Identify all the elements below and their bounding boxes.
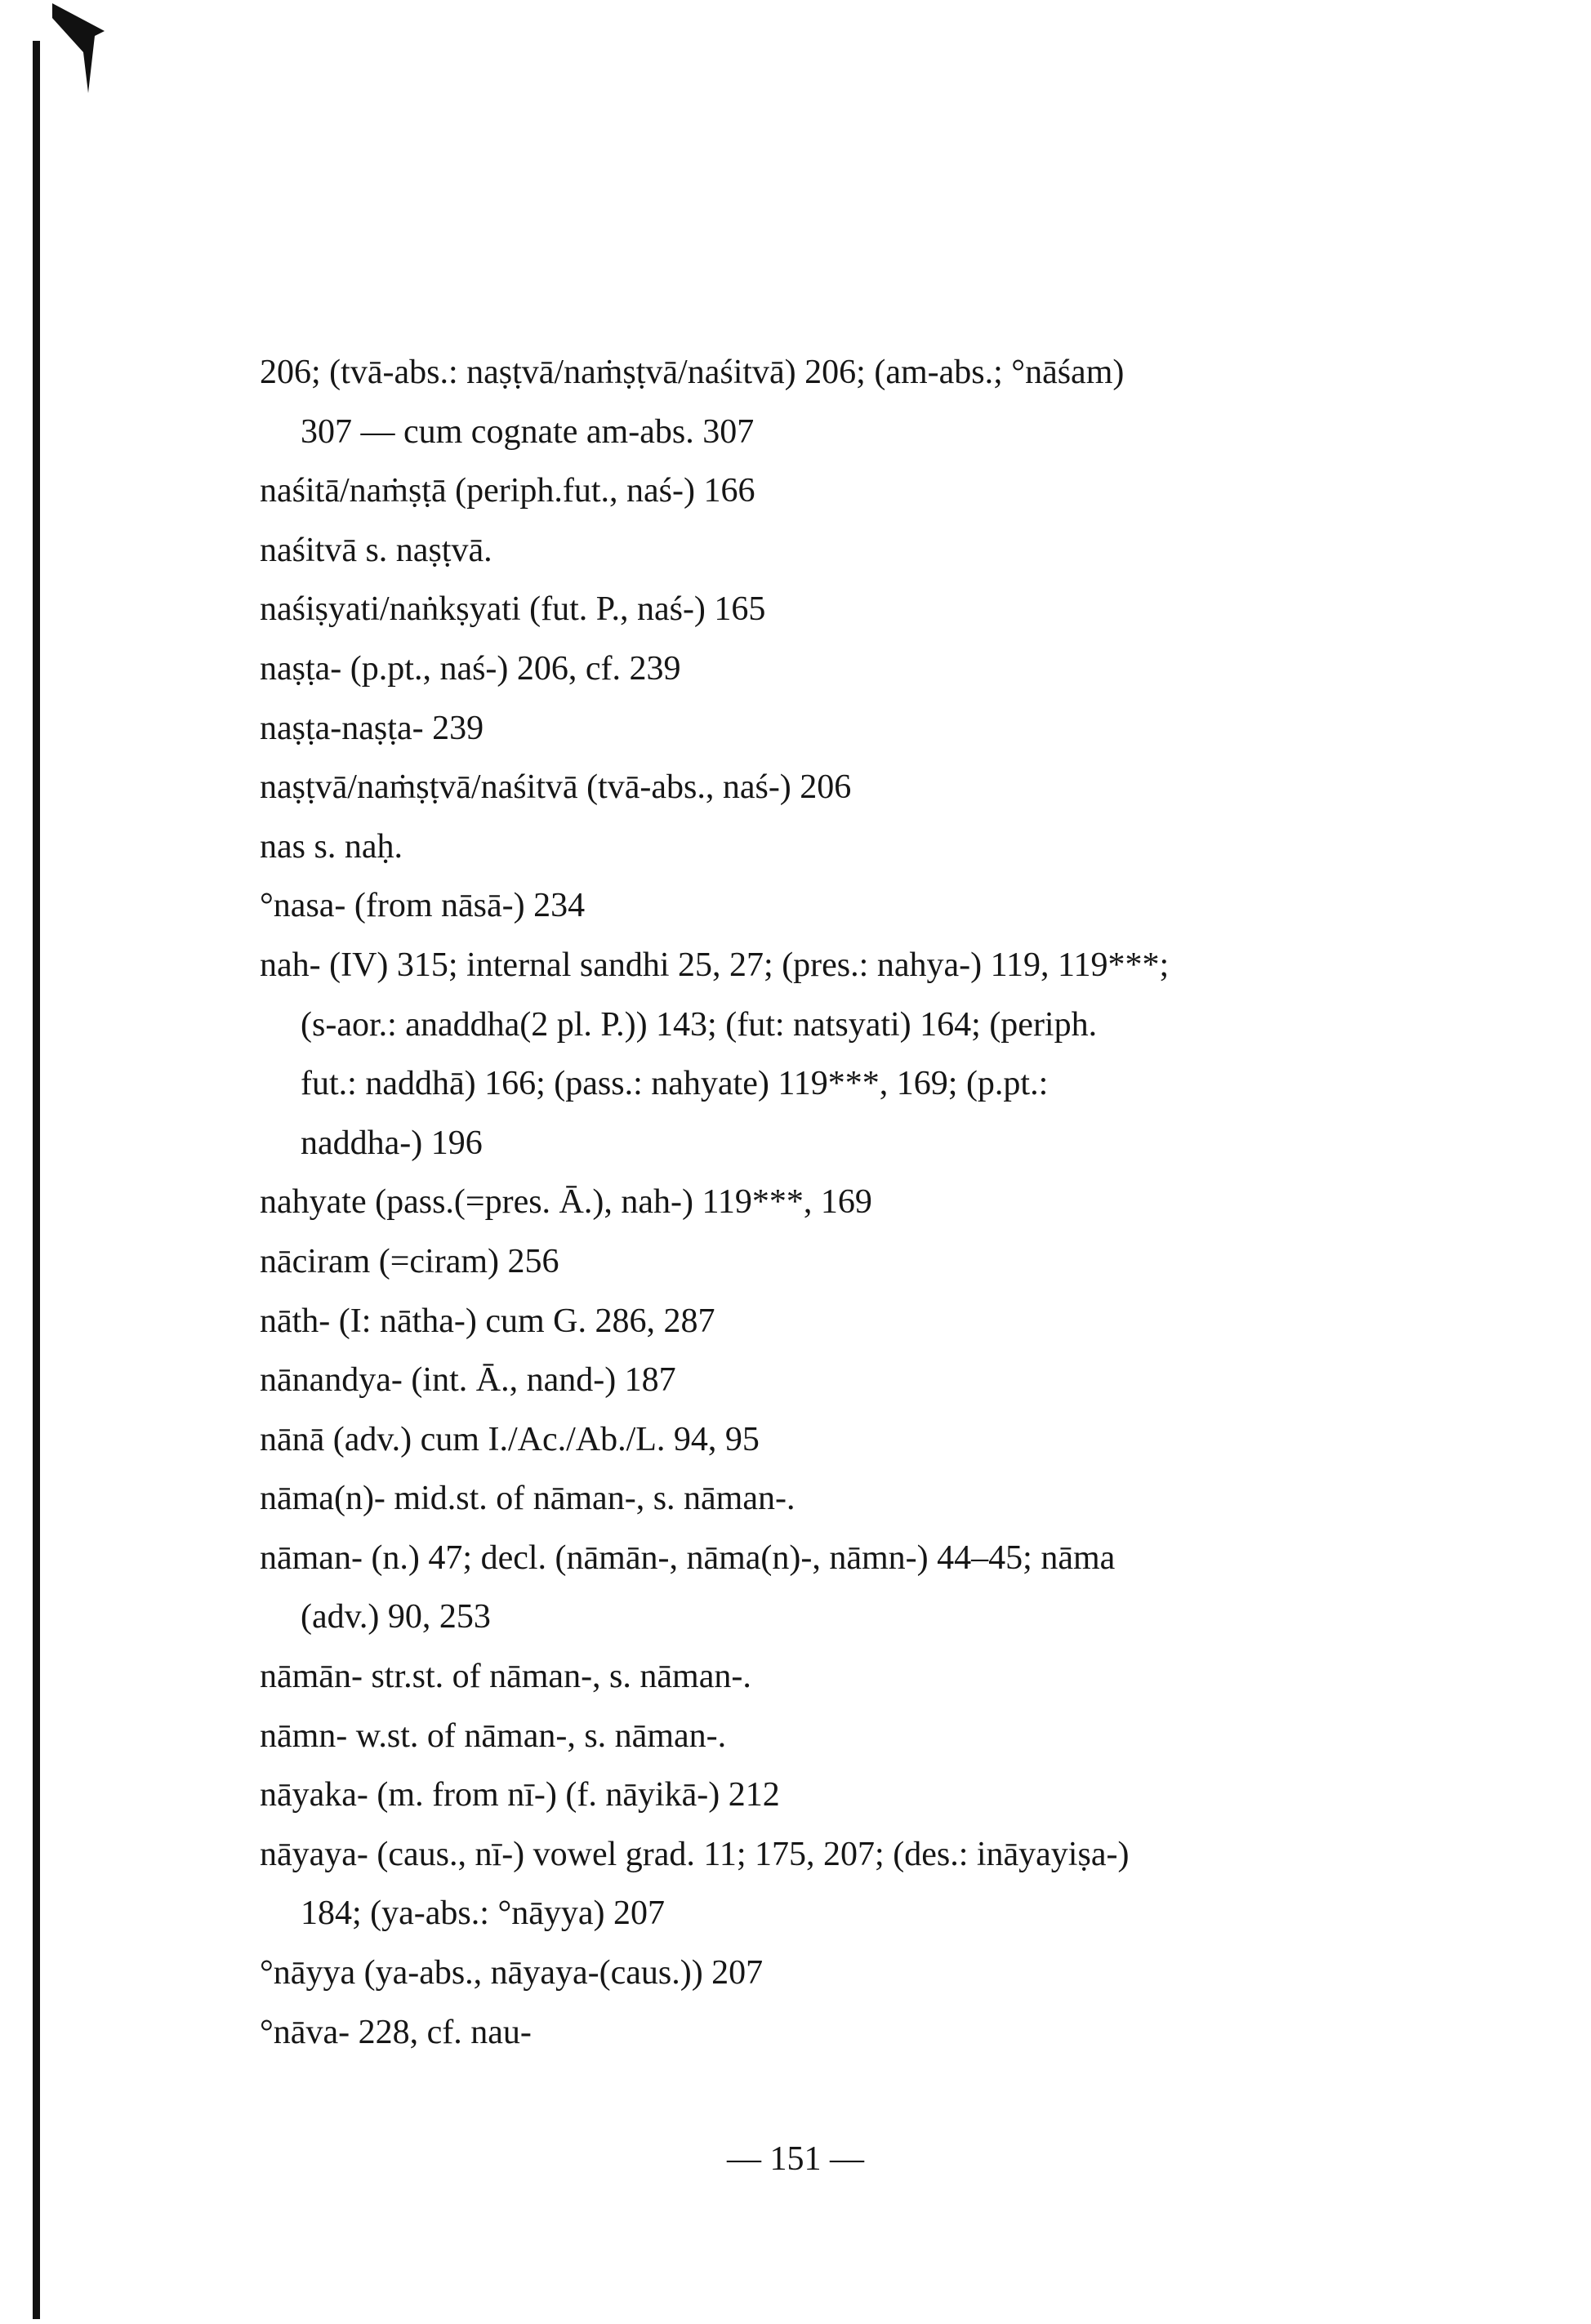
entry-headline: nah- (IV) 315; internal sandhi 25, 27; (pres.: nahya-) 119, 119***; <box>260 946 1170 984</box>
index-entry <box>260 1707 1370 1766</box>
entry-headline: nāyaka- (m. from nī-) (f. nāyikā-) 212 <box>260 1776 780 1814</box>
index-entry <box>260 1943 1370 2003</box>
index-entry <box>260 521 1370 581</box>
entry-headline: nas s. naḥ. <box>260 827 403 866</box>
entry-headline: naṣṭa-naṣṭa- 239 <box>260 709 484 747</box>
entry-headline: nāman- (n.) 47; decl. (nāmān-, nāma(n)-, nāmn-) 44–45; nāma <box>260 1538 1116 1577</box>
entry-headline: nāma(n)- mid.st. of nāman-, s. nāman-. <box>260 1480 796 1518</box>
index-entry <box>260 639 1370 699</box>
index-entry <box>260 1765 1370 1825</box>
index-entry <box>260 1469 1370 1529</box>
index-entry <box>260 699 1370 759</box>
entry-headline: 206; (tvā-abs.: naṣṭvā/naṁṣṭvā/naśitvā) 206; (am-abs.; °nāśam) <box>260 354 1125 391</box>
entry-headline: °nāva- 228, cf. nau- <box>260 2013 532 2051</box>
entry-headline: nānā (adv.) cum I./Ac./Ab./L. 94, 95 <box>260 1420 760 1458</box>
entry-headline: naśiṣyati/naṅkṣyati (fut. P., naś-) 165 <box>260 590 766 629</box>
entry-headline: nānandya- (int. Ā., nand-) 187 <box>260 1361 676 1400</box>
index-entry <box>260 758 1370 817</box>
entry-continuation: 307 — cum cognate am-abs. 307 <box>301 412 755 451</box>
entry-headline: nāth- (I: nātha-) cum G. 286, 287 <box>260 1302 715 1340</box>
index-entry <box>260 1410 1370 1470</box>
entry-headline: naśitvā s. naṣṭvā. <box>260 531 492 569</box>
index-entry <box>260 1292 1370 1351</box>
index-entry <box>260 876 1370 936</box>
index-entry <box>260 1647 1370 1707</box>
index-entry <box>260 1232 1370 1292</box>
entry-headline: naṣṭa- (p.pt., naś-) 206, cf. 239 <box>260 649 681 688</box>
index-entry <box>260 461 1370 521</box>
entry-continuation: (adv.) 90, 253 <box>301 1598 491 1636</box>
index-entry <box>260 580 1370 639</box>
entry-headline: nāyaya- (caus., nī-) vowel grad. 11; 175, 207; (des.: ināyayiṣa-) <box>260 1835 1130 1873</box>
binding-cap-svg <box>52 3 105 93</box>
entry-continuation: fut.: naddhā) 166; (pass.: nahyate) 119***, 169; (p.pt.: <box>301 1065 1049 1103</box>
entry-headline: nahyate (pass.(=pres. Ā.), nah-) 119***, 169 <box>260 1183 872 1222</box>
entry-continuation: naddha-) 196 <box>301 1124 483 1162</box>
index-entry <box>260 1173 1370 1232</box>
index-entry <box>260 343 1370 461</box>
page-number: — 151 — <box>727 2140 864 2178</box>
entry-headline: °nāyya (ya-abs., nāyaya-(caus.)) 207 <box>260 1954 764 1992</box>
entry-headline: naśitā/naṁṣṭā (periph.fut., naś-) 166 <box>260 472 755 510</box>
index-entry <box>260 2003 1370 2063</box>
entry-continuation: (s-aor.: anaddha(2 pl. P.)) 143; (fut: natsyati) 164; (periph. <box>301 1005 1098 1044</box>
index-entry <box>260 936 1370 1173</box>
index-entries <box>260 343 1370 2062</box>
entry-headline: nāmn- w.st. of nāman-, s. nāman-. <box>260 1716 727 1755</box>
index-entry <box>260 1825 1370 1943</box>
binding-rule <box>33 41 40 2319</box>
entry-headline: nāciram (=ciram) 256 <box>260 1242 559 1280</box>
entry-headline: nāmān- str.st. of nāman-, s. nāman-. <box>260 1658 751 1696</box>
index-entry <box>260 1351 1370 1410</box>
index-entry <box>260 1529 1370 1647</box>
index-entry <box>260 817 1370 877</box>
entry-headline: °nasa- (from nāsā-) 234 <box>260 887 586 925</box>
entry-continuation: 184; (ya-abs.: °nāyya) 207 <box>301 1894 666 1933</box>
entry-headline: naṣṭvā/naṁṣṭvā/naśitvā (tvā-abs., naś-) 206 <box>260 768 852 807</box>
